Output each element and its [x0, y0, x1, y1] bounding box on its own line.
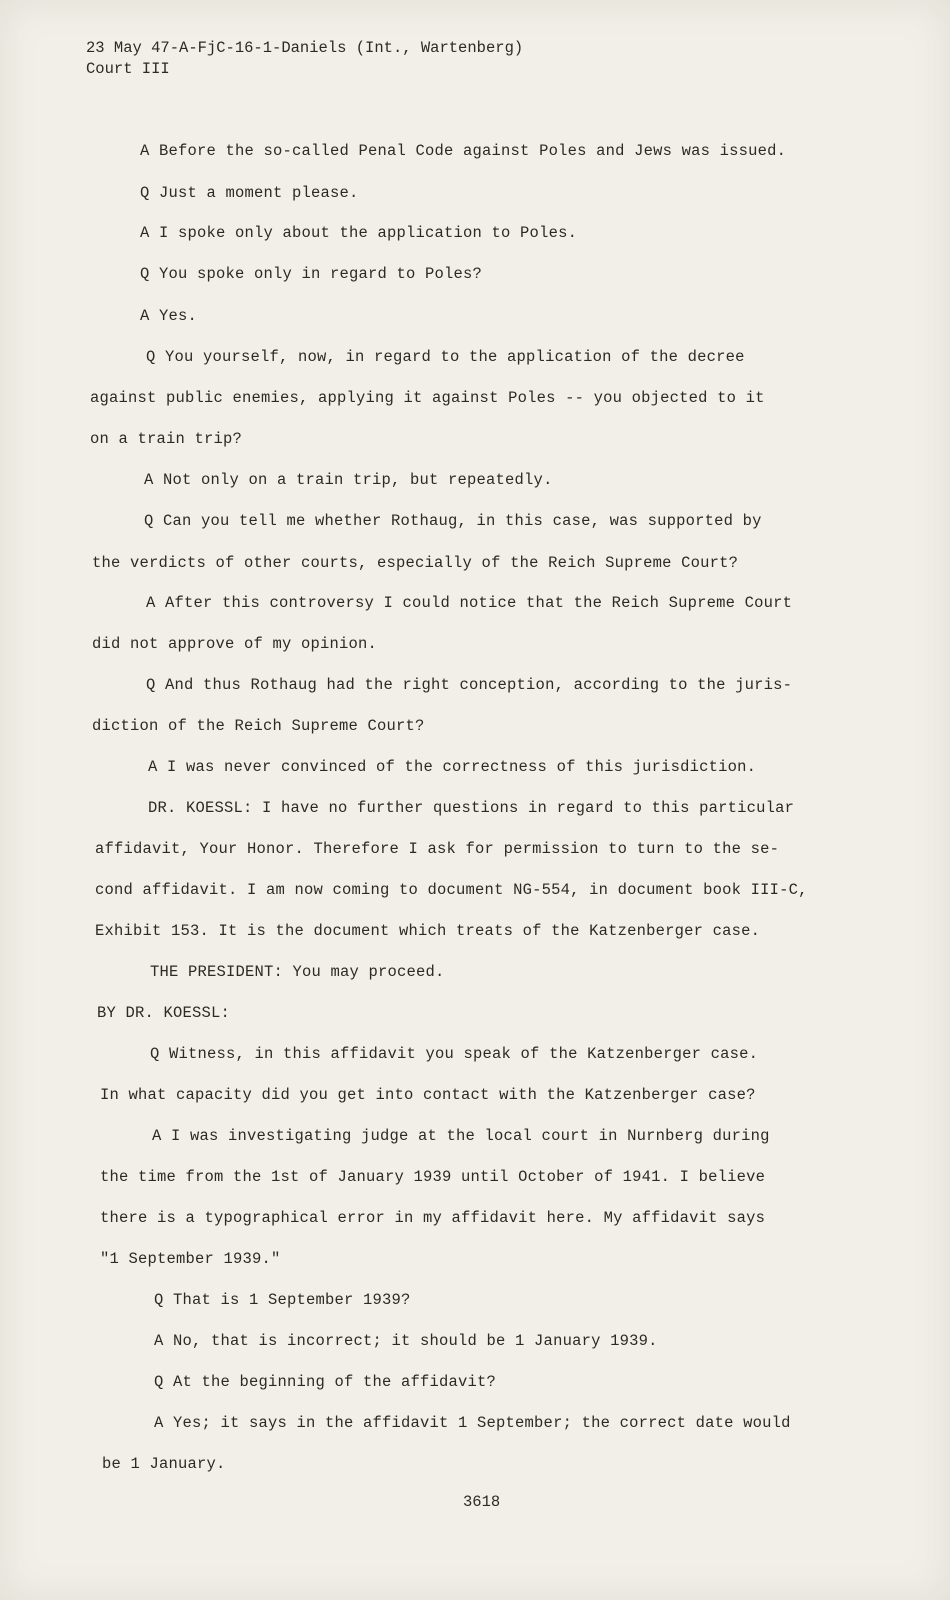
text-line: Q You spoke only in regard to Poles? — [140, 265, 483, 283]
text-line: A Yes; it says in the affidavit 1 September; the correct date would — [154, 1414, 791, 1432]
text-line: "1 September 1939." — [100, 1250, 281, 1268]
text-line: Q At the beginning of the affidavit? — [154, 1373, 497, 1391]
text-line: A Yes. — [140, 307, 198, 325]
text-line: cond affidavit. I am now coming to document NG-554, in document book III-C, — [95, 881, 808, 899]
text-line: the time from the 1st of January 1939 until October of 1941. I believe — [100, 1168, 766, 1186]
text-line: A Before the so-called Penal Code against Poles and Jews was issued. — [140, 142, 787, 160]
text-line: A I was never convinced of the correctness of this jurisdiction. — [148, 758, 757, 776]
text-line: Q Witness, in this affidavit you speak of the Katzenberger case. — [150, 1045, 759, 1063]
text-line: be 1 January. — [102, 1455, 226, 1473]
page-number: 3618 — [463, 1493, 501, 1511]
text-line: on a train trip? — [90, 430, 243, 448]
text-line: A I spoke only about the application to Poles. — [140, 224, 578, 242]
text-line: did not approve of my opinion. — [92, 635, 378, 653]
text-line: Q And thus Rothaug had the right conception, according to the juris- — [146, 676, 793, 694]
text-line: the verdicts of other courts, especially of the Reich Supreme Court? — [92, 554, 739, 572]
header-line-2: Court III — [86, 60, 170, 78]
header-line-1: 23 May 47-A-FjC-16-1-Daniels (Int., Wartenberg) — [86, 39, 524, 57]
text-line: Q Just a moment please. — [140, 184, 359, 202]
text-line: diction of the Reich Supreme Court? — [92, 717, 425, 735]
text-line: A No, that is incorrect; it should be 1 January 1939. — [154, 1332, 658, 1350]
text-line: A I was investigating judge at the local court in Nurnberg during — [152, 1127, 770, 1145]
text-line: A After this controversy I could notice that the Reich Supreme Court — [146, 594, 793, 612]
text-line: BY DR. KOESSL: — [97, 1004, 231, 1022]
text-line: DR. KOESSL: I have no further questions in regard to this particular — [148, 799, 795, 817]
text-line: A Not only on a train trip, but repeatedly. — [144, 471, 553, 489]
text-line: there is a typographical error in my affidavit here. My affidavit says — [100, 1209, 766, 1227]
text-line: Exhibit 153. It is the document which treats of the Katzenberger case. — [95, 922, 761, 940]
text-line: against public enemies, applying it against Poles -- you objected to it — [90, 389, 765, 407]
text-line: THE PRESIDENT: You may proceed. — [150, 963, 445, 981]
text-line: Q You yourself, now, in regard to the application of the decree — [146, 348, 745, 366]
text-line: Q Can you tell me whether Rothaug, in this case, was supported by — [144, 512, 762, 530]
header — [86, 38, 523, 80]
text-line: affidavit, Your Honor. Therefore I ask for permission to turn to the se- — [95, 840, 780, 858]
text-line: Q That is 1 September 1939? — [154, 1291, 411, 1309]
text-line: In what capacity did you get into contact with the Katzenberger case? — [100, 1086, 756, 1104]
